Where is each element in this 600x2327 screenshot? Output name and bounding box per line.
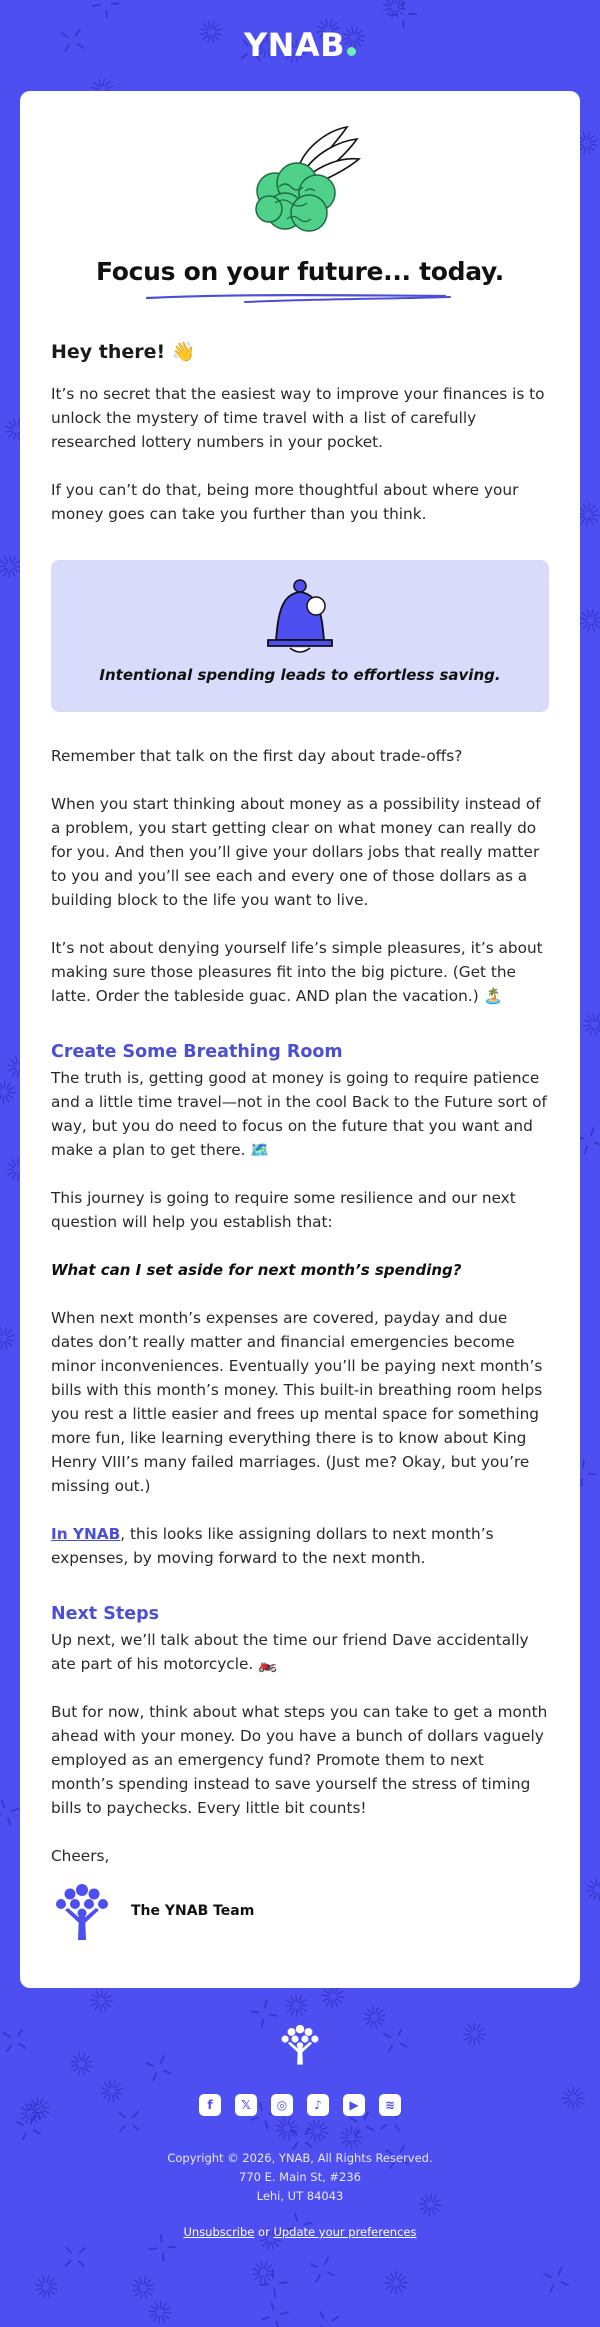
- email-card: [20, 91, 580, 1988]
- intro-paragraph-2: If you can’t do that, being more thoughtful about where your money goes can take you further than you think.: [51, 481, 519, 523]
- callout-text: Intentional spending leads to effortless saving.: [99, 666, 501, 684]
- burst-mark: [322, 1985, 344, 2007]
- burst-mark: [316, 2312, 338, 2327]
- intro-paragraph-1: It’s no secret that the easiest way to improve your finances is to unlock the mystery of time travel with a list of carefully researched lottery numbers in your pocket.: [51, 385, 545, 451]
- callout-box: [51, 560, 549, 712]
- tiktok-icon[interactable]: ♪: [307, 2094, 329, 2116]
- footer-tree-icon: [278, 2022, 322, 2066]
- breathing-room-heading: Create Some Breathing Room: [51, 1042, 343, 1062]
- unsubscribe-link[interactable]: Unsubscribe: [183, 2225, 255, 2239]
- address-line-1: 770 E. Main St, #236: [239, 2170, 361, 2184]
- burst-mark: [17, 2116, 40, 2139]
- breathing-paragraph-4: [51, 1522, 549, 1570]
- hero-illustration: [51, 125, 549, 235]
- section-a-paragraph-2: When you start thinking about money as a possibility instead of a problem, you start getting clear on what money can really do for you. And then you’ll give your dollars jobs that really matter to you and you’ll see each and every one of those dollars as a building block to the life you want to live.: [51, 795, 541, 909]
- youtube-icon[interactable]: ▶: [343, 2094, 365, 2116]
- burst-mark: [93, 0, 119, 17]
- breathing-paragraph-1: The truth is, getting good at money is going to require patience and a little time travel—not in the cool Back to the Future sort of way, but you do need to focus on the future that you want and make a plan to get there. 🗺️: [51, 1069, 547, 1159]
- burst-mark: [544, 2268, 568, 2292]
- in-ynab-link[interactable]: In YNAB: [51, 1525, 121, 1543]
- instagram-icon[interactable]: ◎: [271, 2094, 293, 2116]
- signature: [51, 1880, 549, 1942]
- social-links: [0, 2094, 600, 2116]
- section-a-paragraph-1: Remember that talk on the first day about trade-offs?: [51, 747, 463, 765]
- burst-mark: [0, 1328, 14, 1349]
- burst-mark: [261, 2271, 287, 2297]
- burst-mark: [0, 1081, 15, 1103]
- footer-address: [0, 2149, 600, 2206]
- spotify-icon[interactable]: ≋: [379, 2094, 401, 2116]
- tree-logo-icon: [51, 1880, 113, 1942]
- footer-logo[interactable]: [0, 2022, 600, 2070]
- burst-mark: [285, 1995, 307, 2017]
- section-a-paragraph-3: It’s not about denying yourself life’s simple pleasures, it’s about making sure those pleasures fit into the big picture. (Get the latte. Order the tableside guac. AND plan the vacation.) 🏝️: [51, 939, 543, 1005]
- burst-mark: [36, 2276, 57, 2297]
- question-text: What can I set aside for next month’s spending?: [51, 1261, 462, 1279]
- address-line-2: Lehi, UT 84043: [256, 2189, 344, 2203]
- greeting: Hey there! 👋: [51, 341, 196, 363]
- burst-mark: [253, 2261, 275, 2283]
- next-steps-heading: Next Steps: [51, 1604, 160, 1624]
- copyright: Copyright © 2026, YNAB, All Rights Reserved.: [167, 2151, 433, 2165]
- burst-mark: [65, 2247, 84, 2266]
- burst-mark: [263, 2303, 288, 2327]
- bell-icon: [260, 578, 340, 656]
- burst-mark: [587, 1878, 600, 1900]
- burst-mark: [577, 1128, 600, 1153]
- signoff: Cheers,: [51, 1847, 110, 1865]
- breathing-paragraph-3: When next month’s expenses are covered, payday and due dates don’t really matter and financial emergencies become minor inconveniences. Eventually you’ll be paying next month’s bills with this month’s money. This built-in breathing room helps you rest a little easier and frees up mental space for something more fun, like learning everything there is to know about King Henry VIII’s many failed marriages. (Just me? Okay, but you’re missing out.): [51, 1309, 543, 1495]
- logo-dot: [347, 47, 356, 56]
- burst-mark: [291, 2129, 311, 2149]
- next-paragraph-1: Up next, we’ll talk about the time our friend Dave accidentally ate part of his motorcycle. 🏍️: [51, 1631, 529, 1673]
- burst-mark: [580, 610, 600, 632]
- burst-mark: [0, 555, 21, 577]
- page-title: Focus on your future... today.: [96, 257, 504, 286]
- next-paragraph-2: But for now, think about what steps you can take to get a month ahead with your money. Do you have a bunch of dollars vaguely employed as an emergency fund? Promote them to next month’s spending instead to save yourself the stress of timing bills to paychecks. Every little bit counts!: [51, 1703, 548, 1817]
- footer-links: [0, 2225, 600, 2239]
- burst-mark: [584, 1014, 600, 1036]
- burst-mark: [385, 2272, 407, 2294]
- burst-mark: [0, 1801, 18, 1826]
- burst-mark: [90, 1990, 112, 2012]
- burst-mark: [276, 2118, 297, 2139]
- burst-mark: [306, 2120, 328, 2142]
- burst-mark: [577, 504, 599, 526]
- preferences-link[interactable]: Update your preferences: [273, 2225, 417, 2239]
- breathing-paragraph-4-text: , this looks like assigning dollars to next month’s expenses, by moving forward to the next month.: [51, 1525, 494, 1567]
- ynab-logo[interactable]: YNAB: [0, 26, 600, 64]
- x-icon[interactable]: 𝕏: [235, 2094, 257, 2116]
- facebook-icon[interactable]: f: [199, 2094, 221, 2116]
- burst-mark: [132, 2277, 153, 2298]
- breathing-paragraph-2: This journey is going to require some resilience and our next question will help you establish that:: [51, 1189, 516, 1231]
- burst-mark: [149, 2301, 171, 2323]
- winged-brain-icon: [235, 125, 365, 237]
- or-text: or: [254, 2225, 274, 2239]
- title-underline: [145, 292, 455, 306]
- team-name: The YNAB Team: [131, 1903, 255, 1919]
- burst-mark: [311, 2258, 334, 2281]
